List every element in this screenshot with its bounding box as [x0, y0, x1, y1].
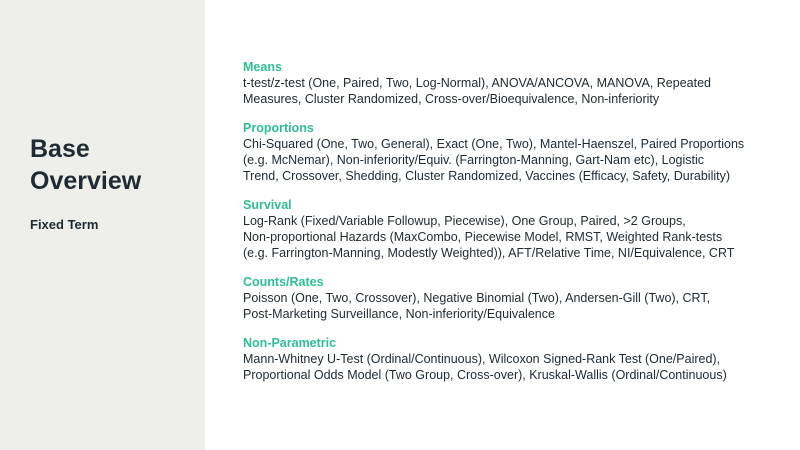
- content-area: [243, 60, 788, 397]
- section-text-line: (e.g. McNemar), Non-inferiority/Equiv. (Farrington-Manning, Gart-Nam etc), Logistic: [243, 153, 705, 167]
- section-heading: Proportions: [243, 121, 314, 135]
- section-text-line: Post-Marketing Surveillance, Non-inferiority/Equivalence: [243, 307, 555, 321]
- section-text-line: t-test/z-test (One, Paired, Two, Log-Normal), ANOVA/ANCOVA, MANOVA, Repeated: [243, 76, 711, 90]
- section-text-line: (e.g. Farrington-Manning, Modestly Weighted)), AFT/Relative Time, NI/Equivalence, CRT: [243, 246, 735, 260]
- section-non-parametric: [243, 336, 788, 383]
- section-heading: Survival: [243, 198, 292, 212]
- section-text-line: Mann-Whitney U-Test (Ordinal/Continuous), Wilcoxon Signed-Rank Test (One/Paired),: [243, 352, 721, 366]
- section-text-line: Trend, Crossover, Shedding, Cluster Randomized, Vaccines (Efficacy, Safety, Durability): [243, 169, 731, 183]
- section-text-line: Log-Rank (Fixed/Variable Followup, Piecewise), One Group, Paired, >2 Groups,: [243, 214, 686, 228]
- section-text-line: Chi-Squared (One, Two, General), Exact (One, Two), Mantel-Haenszel, Paired Proportions: [243, 137, 745, 151]
- section-text-line: Non-proportional Hazards (MaxCombo, Piecewise Model, RMST, Weighted Rank-tests: [243, 230, 723, 244]
- section-text-line: Measures, Cluster Randomized, Cross-over/Bioequivalence, Non-inferiority: [243, 92, 660, 106]
- section-counts-rates: [243, 275, 788, 322]
- section-text-line: Proportional Odds Model (Two Group, Cross-over), Kruskal-Wallis (Ordinal/Continuous): [243, 368, 727, 382]
- page-subtitle: Fixed Term: [30, 217, 99, 232]
- section-proportions: [243, 121, 788, 184]
- section-heading: Non-Parametric: [243, 336, 337, 350]
- section-text-line: Poisson (One, Two, Crossover), Negative Binomial (Two), Andersen-Gill (Two), CRT,: [243, 291, 711, 305]
- page-title-line-1: Base: [30, 135, 90, 163]
- page-title: [30, 133, 200, 197]
- page-title-line-2: Overview: [30, 167, 142, 195]
- section-means: [243, 60, 788, 107]
- section-heading: Means: [243, 60, 282, 74]
- section-heading: Counts/Rates: [243, 275, 324, 289]
- section-survival: [243, 198, 788, 261]
